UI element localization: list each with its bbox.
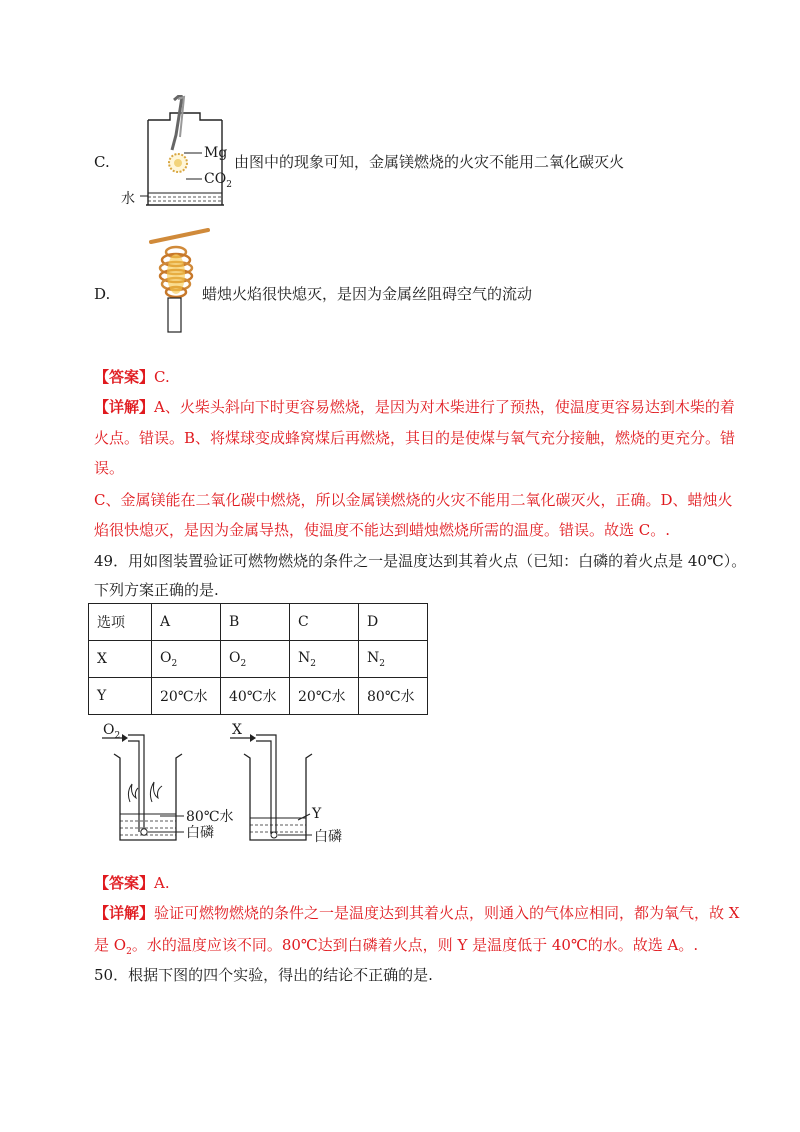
q48-answer-value: C. (154, 368, 170, 386)
label-co2 (204, 171, 232, 190)
right-liquid-label: Y (312, 806, 322, 822)
q48-answer (94, 367, 170, 387)
label-mg: Mg (204, 145, 228, 161)
candle-coil-figure (148, 222, 218, 334)
q49-detail-line-1 (94, 903, 739, 923)
table-cell (290, 641, 359, 678)
right-phosphorus-label: 白磷 (314, 829, 342, 845)
table-cell: 选项 (89, 604, 152, 641)
table-cell: 80℃水 (359, 678, 428, 715)
left-gas-label (103, 722, 120, 741)
option-c-letter: C. (94, 153, 110, 171)
right-gas-label: X (232, 722, 242, 738)
left-phosphorus-label: 白磷 (186, 825, 214, 841)
cell-base: O (229, 649, 241, 666)
table-cell (359, 641, 428, 678)
q49-stem-line-1: 49．用如图装置验证可燃物燃烧的条件之一是温度达到其着火点（已知：白磷的着火点是 40℃）。 (94, 552, 747, 570)
option-c-text: 由图中的现象可知，金属镁燃烧的火灾不能用二氧化碳灭火 (234, 153, 625, 171)
q50-stem: 50．根据下图的四个实验，得出的结论不正确的是. (94, 966, 433, 984)
table-cell: B (221, 604, 290, 641)
option-d-letter: D. (94, 285, 111, 303)
left-gas-sub: 2 (114, 730, 121, 741)
q48-detail-tag: 【详解】 (94, 398, 155, 416)
q48-detail-line-2: 火点。错误。B、将煤球变成蜂窝煤后再燃烧，其目的是使煤与氧气充分接触，燃烧的更充分。错 (94, 429, 736, 447)
q49-detail-text-2-sub: 2 (126, 947, 132, 957)
table-cell: 40℃水 (221, 678, 290, 715)
q48-detail-line-4: C、金属镁能在二氧化碳中燃烧，所以金属镁燃烧的火灾不能用二氧化碳灭火，正确。D、蜡烛火 (94, 491, 733, 509)
left-gas-base: O (103, 722, 115, 738)
cell-sub: 2 (379, 658, 385, 669)
table-row-header (89, 604, 428, 641)
table-cell (221, 641, 290, 678)
table-cell: D (359, 604, 428, 641)
table-cell: 20℃水 (152, 678, 221, 715)
cell-sub: 2 (240, 658, 247, 669)
q49-answer-value: A. (154, 874, 170, 892)
label-co2-base: CO (204, 171, 227, 187)
table-cell: A (152, 604, 221, 641)
q49-options-table (88, 603, 428, 715)
q49-detail-tag: 【详解】 (94, 904, 155, 922)
q49-stem-line-2: 下列方案正确的是. (94, 581, 219, 599)
q48-detail-line-1 (94, 397, 735, 417)
table-cell: Y (89, 678, 152, 715)
cell-base: O (160, 649, 172, 666)
q49-detail-text-1: 验证可燃物燃烧的条件之一是温度达到其着火点，则通入的气体应相同，都为氧气，故 X (154, 904, 740, 922)
table-cell: C (290, 604, 359, 641)
q48-detail-line-5: 焰很快熄灭，是因为金属导热，使温度不能达到蜡烛燃烧所需的温度。错误。故选 C。. (94, 521, 671, 539)
option-d-text: 蜡烛火焰很快熄灭，是因为金属丝阻碍空气的流动 (202, 285, 533, 303)
table-cell: X (89, 641, 152, 678)
table-cell: 20℃水 (290, 678, 359, 715)
q49-detail-line-2 (94, 935, 698, 962)
label-water: 水 (121, 191, 135, 207)
q49-detail-text-2a: 是 O (94, 936, 127, 954)
q48-answer-tag: 【答案】 (94, 368, 155, 386)
cell-sub: 2 (171, 658, 178, 669)
cell-sub: 2 (310, 658, 316, 669)
q48-detail-text-1: A、火柴头斜向下时更容易燃烧，是因为对木柴进行了预热，使温度更容易达到木柴的着 (154, 398, 735, 416)
cell-base: N (367, 649, 380, 666)
q48-detail-line-3: 误。 (94, 459, 125, 477)
q49-answer (94, 873, 170, 893)
label-co2-sub: 2 (226, 179, 232, 190)
left-water-label: 80℃水 (186, 809, 234, 825)
right-beaker-figure (228, 722, 328, 852)
q49-answer-tag: 【答案】 (94, 874, 155, 892)
table-row-y (89, 678, 428, 715)
table-cell (152, 641, 221, 678)
cell-base: N (298, 649, 311, 666)
table-row-x (89, 641, 428, 678)
q49-detail-text-2b: 。水的温度应该不同。80℃达到白磷着火点，则 Y 是温度低于 40℃的水。故选 A。. (131, 936, 699, 954)
